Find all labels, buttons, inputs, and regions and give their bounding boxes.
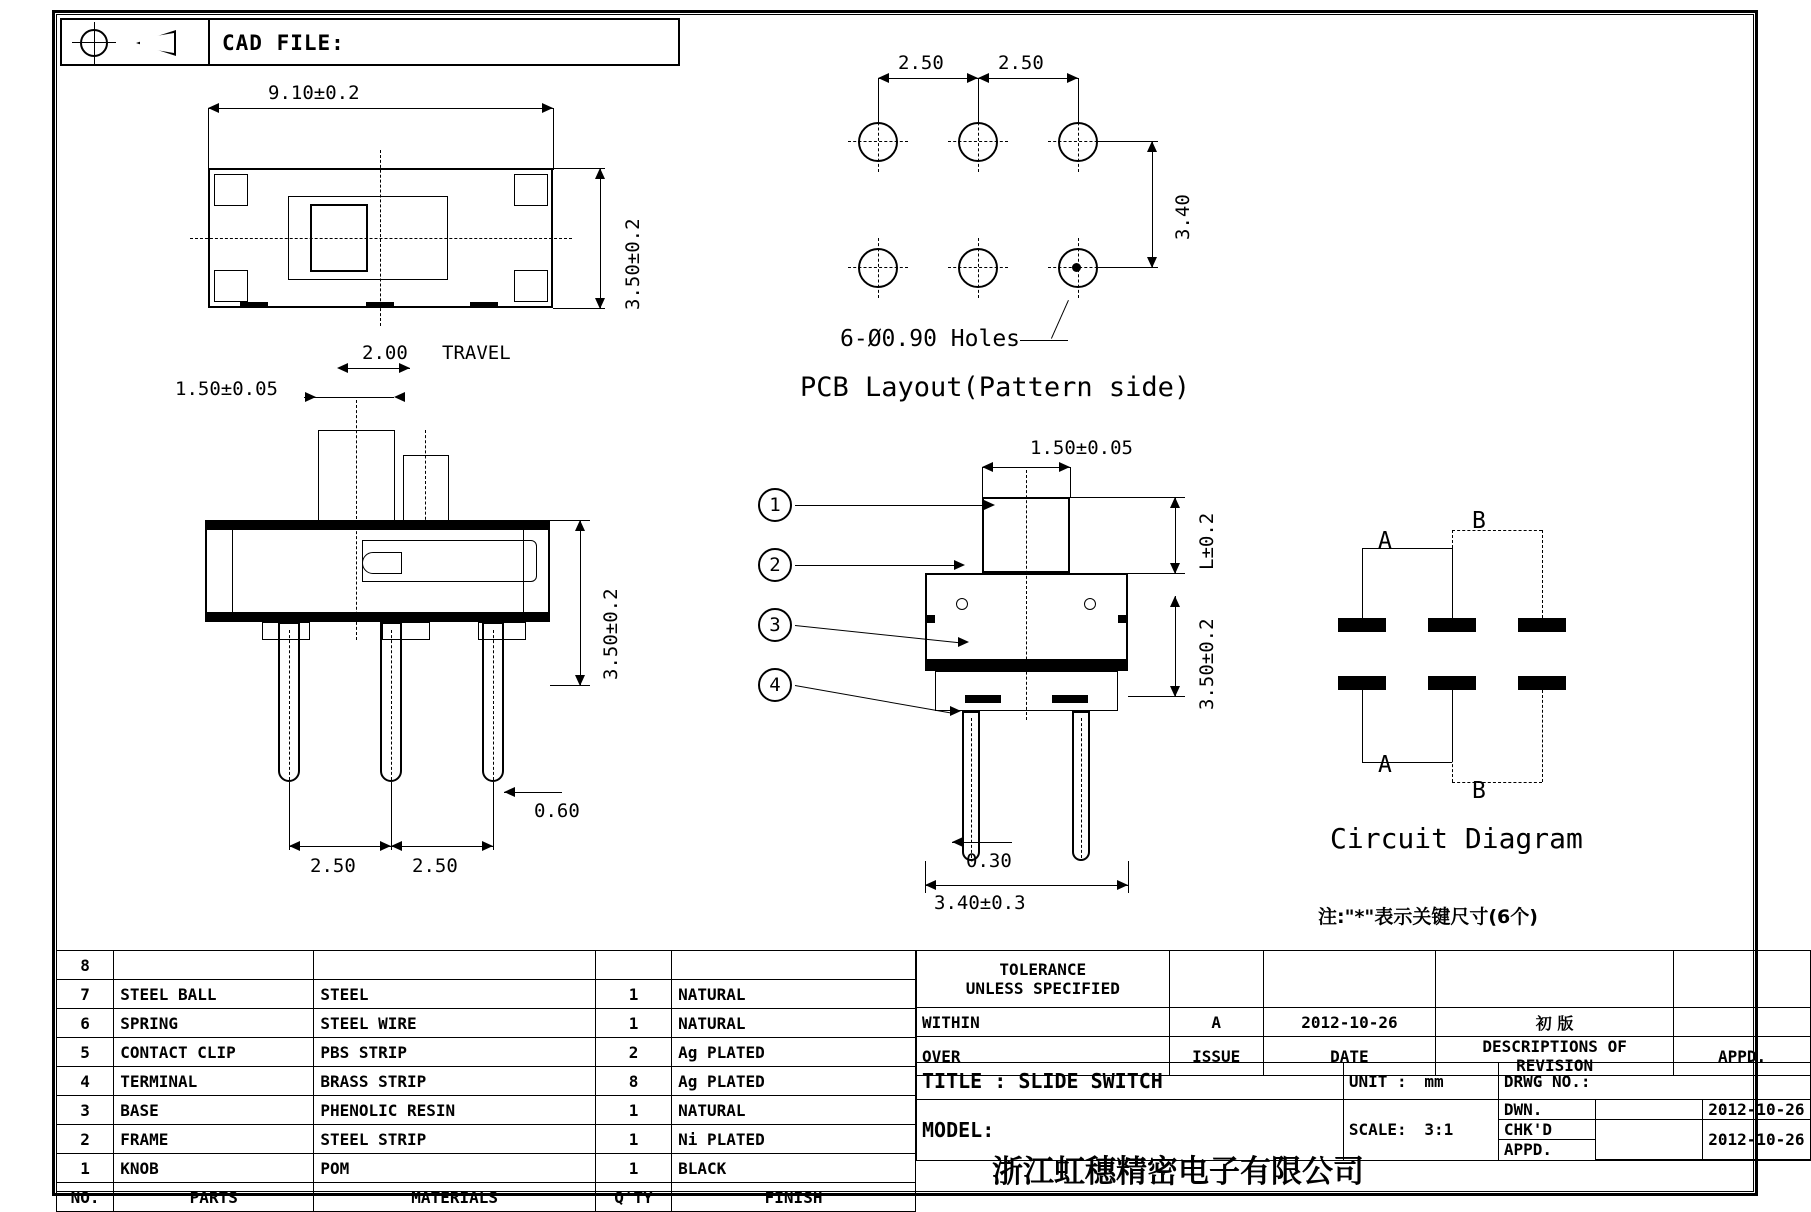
sideview-height-ext-bottom bbox=[550, 685, 590, 686]
pcb-pitch1-label: 2.50 bbox=[898, 52, 944, 74]
table-row bbox=[57, 1067, 916, 1096]
sideview-centerline-post2 bbox=[425, 430, 426, 530]
bom-finish: NATURAL bbox=[672, 1009, 916, 1038]
sideview-pitch2-arrow-right bbox=[482, 841, 493, 851]
circuit-pad-tr bbox=[1518, 618, 1566, 632]
topview-width-arrow-left bbox=[208, 103, 219, 113]
tolerance-line1: TOLERANCE bbox=[999, 960, 1087, 979]
frontview-width-arrow-right bbox=[1117, 880, 1128, 890]
frontview-width-ext-left bbox=[925, 861, 926, 893]
pcb-hole-4-cl-v bbox=[878, 238, 879, 298]
frontview-bodyheight-label: 3.50±0.2 bbox=[1196, 618, 1218, 710]
title-value: SLIDE SWITCH bbox=[1018, 1069, 1163, 1093]
circuit-pad-bl bbox=[1338, 676, 1386, 690]
pcb-hole-2-cl-v bbox=[978, 112, 979, 172]
signoff-cell bbox=[1498, 1100, 1810, 1161]
bom-material: STEEL bbox=[314, 980, 596, 1009]
pcb-layout-caption: PCB Layout(Pattern side) bbox=[800, 372, 1191, 403]
bom-part: TERMINAL bbox=[114, 1067, 314, 1096]
circuit-link-a-bottom-left bbox=[1362, 690, 1363, 762]
bom-part: SPRING bbox=[114, 1009, 314, 1038]
circuit-pad-br bbox=[1518, 676, 1566, 690]
date-label: DATE bbox=[1263, 1037, 1435, 1076]
pcb-pitch2-arrow-left bbox=[978, 73, 989, 83]
frontview-pin-right-cl bbox=[1081, 718, 1082, 858]
sideview-height-dim-line bbox=[580, 520, 581, 685]
sideview-travel-value: 2.00 bbox=[362, 342, 408, 364]
frontview-width-label: 3.40±0.3 bbox=[934, 892, 1026, 914]
frontview-width-arrow-left bbox=[925, 880, 936, 890]
pcb-hole-1-cl-v bbox=[878, 112, 879, 172]
frontview-pinthk-arrow bbox=[952, 837, 963, 847]
bom-material: STEEL STRIP bbox=[314, 1125, 596, 1154]
bom-qty: 1 bbox=[596, 980, 672, 1009]
table-row bbox=[57, 1125, 916, 1154]
pcb-rowspacing-ext-top bbox=[1098, 141, 1158, 142]
bom-no: 6 bbox=[57, 1009, 114, 1038]
table-row bbox=[1499, 1100, 1810, 1120]
circuit-link-b-top-right bbox=[1542, 530, 1543, 618]
dwn-label: DWN. bbox=[1499, 1100, 1596, 1120]
bom-col-qty: Q'TY bbox=[596, 1183, 672, 1212]
sideview-pitch1-arrow-left bbox=[289, 841, 300, 851]
frontview-width-ext-right bbox=[1128, 861, 1129, 893]
sideview-pin2-cl bbox=[391, 630, 392, 780]
circuit-label-a-top: A bbox=[1378, 528, 1392, 554]
sideview-pitch1-label: 2.50 bbox=[310, 855, 356, 877]
circuit-pad-tc bbox=[1428, 618, 1476, 632]
tolerance-blank-2 bbox=[1263, 951, 1435, 1008]
frontview-pin-left-cl bbox=[971, 718, 972, 858]
frontview-base-plate bbox=[925, 661, 1128, 671]
bom-no: 1 bbox=[57, 1154, 114, 1183]
sideview-pitch2-arrow-left bbox=[391, 841, 402, 851]
signoff-table bbox=[1499, 1100, 1810, 1160]
frontview-knobheight-ext-mid bbox=[1128, 573, 1185, 574]
table-row bbox=[57, 1154, 916, 1183]
frontview-bodyheight-dim-line bbox=[1175, 596, 1176, 696]
bom-qty: 1 bbox=[596, 1009, 672, 1038]
frontview-knob-arrow-right bbox=[1059, 462, 1070, 472]
bom-no: 8 bbox=[57, 951, 114, 980]
circuit-label-b-bottom: B bbox=[1472, 778, 1486, 804]
frontview-knob-dim-line bbox=[982, 467, 1070, 468]
bom-qty: 1 bbox=[596, 1154, 672, 1183]
circuit-link-a-top-h bbox=[1362, 548, 1452, 549]
topview-width-label: 9.10±0.2 bbox=[268, 82, 360, 104]
appd-label: APPD. bbox=[1499, 1140, 1596, 1160]
pcb-rowspacing-ext-bottom bbox=[1098, 267, 1158, 268]
sideview-knob-dim-tail bbox=[304, 397, 316, 398]
bom-material: POM bbox=[314, 1154, 596, 1183]
topview-ext-right bbox=[553, 108, 554, 170]
pcb-pitch1-arrow-left bbox=[878, 73, 889, 83]
bom-part: FRAME bbox=[114, 1125, 314, 1154]
table-row bbox=[57, 1096, 916, 1125]
topview-height-arrow-up bbox=[595, 168, 605, 179]
sideview-travel-label: TRAVEL bbox=[442, 342, 511, 364]
topview-tab-tl bbox=[214, 174, 248, 206]
sideview-edge-right bbox=[523, 528, 524, 620]
topview-pin-3 bbox=[470, 302, 498, 308]
topview-width-dim-line bbox=[208, 108, 553, 109]
sideview-knob-label: 1.50±0.05 bbox=[175, 378, 278, 400]
pcb-pitch2-arrow-right bbox=[1067, 73, 1078, 83]
tolerance-blank-4 bbox=[1674, 951, 1811, 1008]
issue-value: A bbox=[1169, 1008, 1263, 1037]
circuit-link-b-top-left bbox=[1452, 530, 1453, 618]
sideview-body-cap bbox=[205, 520, 550, 530]
revision-header: DESCRIPTIONS OF REVISION bbox=[1435, 1037, 1673, 1076]
callout-2-arrow bbox=[954, 560, 965, 570]
company-name: 浙江虹穗精密电子有限公司 bbox=[992, 1154, 1364, 1190]
callout-4-arrow bbox=[950, 706, 961, 716]
topview-height-label: 3.50±0.2 bbox=[622, 218, 644, 310]
scale-value: 3:1 bbox=[1424, 1120, 1454, 1140]
table-row bbox=[917, 951, 1811, 1008]
frontview-bodyheight-arrow-up bbox=[1170, 596, 1180, 607]
sideview-height-arrow-up bbox=[575, 520, 585, 531]
pcb-note-leader-dot bbox=[1072, 263, 1081, 272]
sideview-pitch2-dim-line bbox=[391, 846, 493, 847]
circuit-label-a-bottom: A bbox=[1378, 752, 1392, 778]
callout-1-arrow bbox=[984, 500, 995, 510]
callout-1-leader bbox=[795, 505, 990, 506]
sideview-pinwidth-label: 0.60 bbox=[534, 800, 580, 822]
bom-finish bbox=[672, 951, 916, 980]
sideview-pin3-cl bbox=[493, 630, 494, 780]
frontview-base-body bbox=[935, 671, 1118, 711]
topview-centerline-h bbox=[190, 238, 572, 239]
pcb-pitch2-label: 2.50 bbox=[998, 52, 1044, 74]
pcb-rowspacing-dim-line bbox=[1152, 141, 1153, 267]
dwn-blank bbox=[1595, 1100, 1702, 1120]
sideview-pitch-ext-2 bbox=[391, 782, 392, 850]
tolerance-line2: UNLESS SPECIFIED bbox=[965, 979, 1120, 998]
pcb-hole-3-cl-v bbox=[1078, 112, 1079, 172]
pcb-pitch1-arrow-right bbox=[967, 73, 978, 83]
topview-tab-br bbox=[514, 270, 548, 302]
table-row bbox=[917, 1063, 1811, 1100]
callout-2: 2 bbox=[758, 548, 792, 582]
within-label: WITHIN bbox=[917, 1008, 1170, 1037]
frontview-base-tab-left bbox=[965, 695, 1001, 703]
frontview-rivet-right bbox=[1084, 598, 1096, 610]
sideview-post2-left bbox=[403, 455, 404, 521]
sideview-edge-left bbox=[232, 528, 233, 620]
sideview-post2-top bbox=[403, 455, 449, 456]
frontview-knob-ext-right bbox=[1070, 467, 1071, 497]
bom-part: KNOB bbox=[114, 1154, 314, 1183]
circuit-label-b-top: B bbox=[1472, 508, 1486, 534]
callout-4: 4 bbox=[758, 668, 792, 702]
circuit-link-a-top-left bbox=[1362, 548, 1363, 618]
frontview-width-dim-line bbox=[925, 885, 1128, 886]
pcb-pitch2-dim-line bbox=[978, 78, 1078, 79]
topview-height-ext-bottom bbox=[553, 308, 605, 309]
projection-symbol-cell bbox=[62, 20, 210, 64]
circuit-link-b-bottom-right bbox=[1542, 690, 1543, 782]
sideview-slot-round-end bbox=[362, 552, 402, 574]
callout-1: 1 bbox=[758, 488, 792, 522]
bom-qty bbox=[596, 951, 672, 980]
circuit-link-a-bottom-h bbox=[1362, 762, 1452, 763]
pcb-hole-5-cl-v bbox=[978, 238, 979, 298]
frontview-body bbox=[925, 573, 1128, 661]
pcb-hole-note: 6-Ø0.90 Holes bbox=[840, 326, 1021, 352]
bom-material: PBS STRIP bbox=[314, 1038, 596, 1067]
sideview-post1-left bbox=[318, 430, 319, 520]
table-row bbox=[57, 1009, 916, 1038]
sideview-pitch1-arrow-right bbox=[380, 841, 391, 851]
bom-material: STEEL WIRE bbox=[314, 1009, 596, 1038]
bom-qty: 1 bbox=[596, 1125, 672, 1154]
bom-material: BRASS STRIP bbox=[314, 1067, 596, 1096]
bom-qty: 8 bbox=[596, 1067, 672, 1096]
sideview-height-label: 3.50±0.2 bbox=[600, 588, 622, 680]
frontview-knob-label: 1.50±0.05 bbox=[1030, 437, 1133, 459]
topview-centerline-v bbox=[380, 150, 381, 326]
table-row bbox=[57, 951, 916, 980]
topview-width-arrow-right bbox=[542, 103, 553, 113]
circuit-link-b-bottom-left bbox=[1452, 690, 1453, 782]
topview-pin-1 bbox=[240, 302, 268, 308]
cad-file-label: CAD FILE: bbox=[222, 31, 345, 55]
tolerance-header-cell bbox=[917, 951, 1170, 1008]
bom-qty: 2 bbox=[596, 1038, 672, 1067]
bom-finish: NATURAL bbox=[672, 1096, 916, 1125]
unit-cell bbox=[1343, 1063, 1498, 1100]
table-header-row bbox=[57, 1183, 916, 1212]
sideview-height-ext-top bbox=[550, 520, 590, 521]
tolerance-revision-table bbox=[916, 950, 1811, 1076]
chkd-label: CHK'D bbox=[1499, 1120, 1596, 1140]
appd-header: APPD. bbox=[1674, 1037, 1811, 1076]
callout-3: 3 bbox=[758, 608, 792, 642]
sideview-pinwidth-arrow bbox=[504, 787, 515, 797]
circuit-link-b-top-h bbox=[1452, 530, 1542, 531]
topview-height-ext-top bbox=[553, 168, 605, 169]
sideview-travel-arrow-left bbox=[337, 363, 348, 373]
chkd-date: 2012-10-26 bbox=[1702, 1120, 1810, 1160]
table-row bbox=[57, 980, 916, 1009]
frontview-pinthk-label: 0.30 bbox=[966, 850, 1012, 872]
dwn-date: 2012-10-26 bbox=[1702, 1100, 1810, 1120]
issue-label: ISSUE bbox=[1169, 1037, 1263, 1076]
bom-qty: 1 bbox=[596, 1096, 672, 1125]
frontview-base-tab-right bbox=[1052, 695, 1088, 703]
pcb-pitch1-dim-line bbox=[878, 78, 978, 79]
table-row bbox=[1499, 1120, 1810, 1140]
sideview-knob-arrow-b bbox=[394, 392, 405, 402]
drwg-no-cell: DRWG NO.: bbox=[1498, 1063, 1810, 1100]
topview-tab-tr bbox=[514, 174, 548, 206]
topview-ext-left bbox=[208, 108, 209, 170]
sideview-post1-right bbox=[394, 430, 395, 520]
frontview-knobheight-label: L±0.2 bbox=[1196, 512, 1218, 570]
sideview-body-base bbox=[205, 612, 550, 622]
pcb-note-leader-h bbox=[1020, 340, 1068, 341]
tolerance-blank-3 bbox=[1435, 951, 1673, 1008]
callout-3-arrow bbox=[958, 637, 969, 647]
unit-value: mm bbox=[1424, 1071, 1444, 1091]
bom-table bbox=[56, 950, 916, 1212]
bom-col-finish: FINISH bbox=[672, 1183, 916, 1212]
sideview-pitch-ext-3 bbox=[493, 782, 494, 850]
revision-text: 初 版 bbox=[1435, 1008, 1673, 1037]
bom-finish: BLACK bbox=[672, 1154, 916, 1183]
bom-finish: Ag PLATED bbox=[672, 1038, 916, 1067]
frontview-knobheight-ext-top bbox=[1070, 497, 1185, 498]
sideview-pitch2-label: 2.50 bbox=[412, 855, 458, 877]
circuit-link-b-bottom-h bbox=[1452, 782, 1542, 783]
bom-col-no: NO. bbox=[57, 1183, 114, 1212]
callout-2-leader bbox=[795, 565, 960, 566]
frontview-knob-ext-left bbox=[982, 467, 983, 497]
revision-appd-blank bbox=[1674, 1008, 1811, 1037]
bom-col-materials: MATERIALS bbox=[314, 1183, 596, 1212]
circuit-caption: Circuit Diagram bbox=[1330, 822, 1583, 855]
cad-file-title-block bbox=[60, 18, 680, 66]
sideview-knob-dim-line bbox=[316, 397, 394, 398]
frontview-body-notch-left bbox=[925, 615, 935, 623]
bom-finish: Ag PLATED bbox=[672, 1067, 916, 1096]
title-cell bbox=[917, 1063, 1344, 1100]
table-row bbox=[57, 1038, 916, 1067]
revision-date: 2012-10-26 bbox=[1263, 1008, 1435, 1037]
title-label: TITLE : bbox=[922, 1069, 1007, 1093]
projection-vline-icon bbox=[94, 22, 95, 64]
bom-no: 4 bbox=[57, 1067, 114, 1096]
bom-no: 2 bbox=[57, 1125, 114, 1154]
frontview-bodyheight-ext-bottom bbox=[1128, 696, 1185, 697]
bom-part: STEEL BALL bbox=[114, 980, 314, 1009]
bom-part bbox=[114, 951, 314, 980]
pcb-rowspacing-label: 3.40 bbox=[1172, 194, 1194, 240]
sideview-pitch-ext-1 bbox=[289, 782, 290, 850]
sideview-travel-arrow-right bbox=[399, 363, 410, 373]
bom-no: 5 bbox=[57, 1038, 114, 1067]
bom-no: 7 bbox=[57, 980, 114, 1009]
frontview-body-notch-right bbox=[1118, 615, 1128, 623]
table-row bbox=[917, 1008, 1811, 1037]
bom-part: CONTACT CLIP bbox=[114, 1038, 314, 1067]
key-dimension-note: 注:"*"表示关键尺寸(6个) bbox=[1318, 906, 1538, 928]
topview-height-dim-line bbox=[600, 168, 601, 308]
sideview-post2-right bbox=[448, 455, 449, 521]
bom-finish: NATURAL bbox=[672, 980, 916, 1009]
frontview-knobheight-dim-line bbox=[1175, 497, 1176, 573]
bom-col-parts: PARTS bbox=[114, 1183, 314, 1212]
chkd-blank bbox=[1595, 1120, 1702, 1160]
over-label: OVER bbox=[917, 1037, 1170, 1076]
circuit-pad-tl bbox=[1338, 618, 1386, 632]
scale-label: SCALE: bbox=[1348, 1120, 1407, 1140]
bom-material bbox=[314, 951, 596, 980]
frontview-knob-arrow-left bbox=[982, 462, 993, 472]
frontview-knobheight-arrow-up bbox=[1170, 497, 1180, 508]
circuit-pad-bc bbox=[1428, 676, 1476, 690]
bom-finish: Ni PLATED bbox=[672, 1125, 916, 1154]
unit-label: UNIT : bbox=[1348, 1071, 1407, 1091]
bom-part: BASE bbox=[114, 1096, 314, 1125]
topview-tab-bl bbox=[214, 270, 248, 302]
sideview-pin1-cl bbox=[289, 630, 290, 780]
pcb-rowspacing-arrow-up bbox=[1147, 141, 1157, 152]
tolerance-blank-1 bbox=[1169, 951, 1263, 1008]
sideview-pitch1-dim-line bbox=[289, 846, 391, 847]
bom-no: 3 bbox=[57, 1096, 114, 1125]
model-label: MODEL: bbox=[917, 1100, 1344, 1161]
bom-material: PHENOLIC RESIN bbox=[314, 1096, 596, 1125]
frontview-rivet-left bbox=[956, 598, 968, 610]
